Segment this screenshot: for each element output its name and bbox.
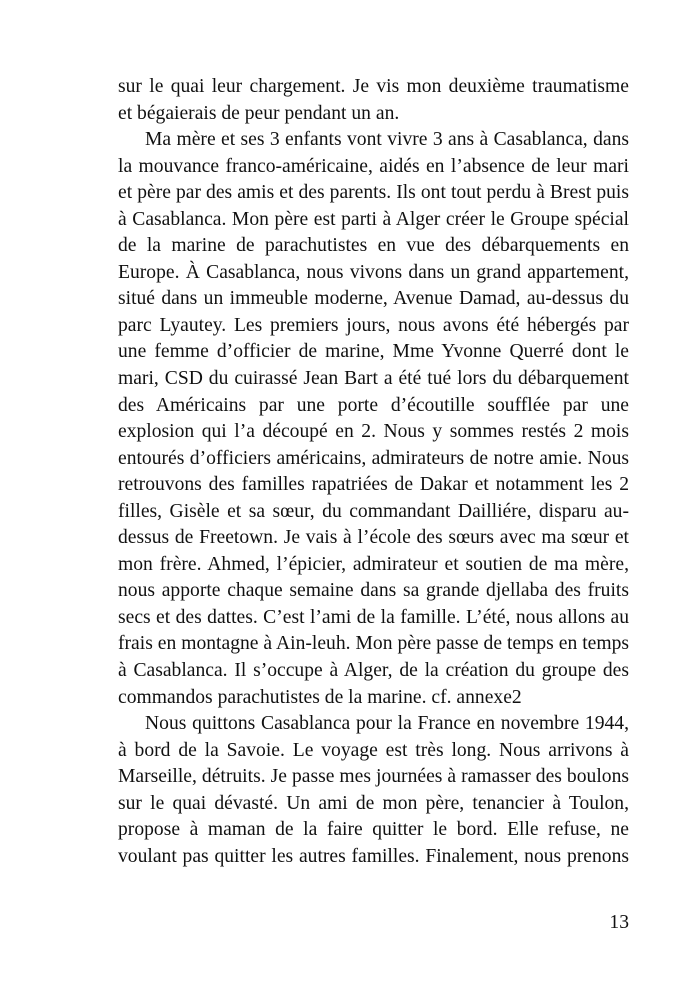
page-body xyxy=(118,74,629,870)
text-line: propose à maman de la faire quitter le bord. Elle refuse, ne xyxy=(118,819,629,841)
text-line: mari, CSD du cuirassé Jean Bart a été tué lors du débarquement xyxy=(118,368,629,390)
text-line: frais en montagne à Ain-leuh. Mon père passe de temps en temps xyxy=(118,633,629,655)
text-line: secs et des dattes. C’est l’ami de la famille. L’été, nous allons au xyxy=(118,606,629,628)
text-line: Europe. À Casablanca, nous vivons dans un grand appartement, xyxy=(118,261,629,283)
text-line: à bord de la Savoie. Le voyage est très long. Nous arrivons à xyxy=(118,739,629,761)
text-line: retrouvons des familles rapatriées de Dakar et notamment les 2 xyxy=(118,474,629,496)
text-line: Marseille, détruits. Je passe mes journées à ramasser des boulons xyxy=(118,766,629,788)
text-line: Nous quittons Casablanca pour la France en novembre 1944, xyxy=(145,713,629,735)
text-line: entourés d’officiers américains, admirateurs de notre amie. Nous xyxy=(118,447,629,469)
text-line: parc Lyautey. Les premiers jours, nous avons été hébergés par xyxy=(118,314,629,336)
paragraph-2 xyxy=(118,127,629,711)
text-line: sur le quai dévasté. Un ami de mon père, tenancier à Toulon, xyxy=(118,792,629,814)
text-line: et bégaierais de peur pendant un an. xyxy=(118,102,400,124)
text-line: des Américains par une porte d’écoutille soufflée par une xyxy=(118,394,629,416)
text-line: voulant pas quitter les autres familles. Finalement, nous prenons xyxy=(118,845,629,867)
text-line: à Casablanca. Il s’occupe à Alger, de la création du groupe des xyxy=(118,660,629,682)
text-line: Ma mère et ses 3 enfants vont vivre 3 ans à Casablanca, dans xyxy=(145,129,629,151)
text-line: nous apporte chaque semaine dans sa grande djellaba des fruits xyxy=(118,580,629,602)
paragraph-3 xyxy=(118,711,629,870)
text-line: commandos parachutistes de la marine. cf. annexe2 xyxy=(118,686,522,708)
text-line: dessus de Freetown. Je vais à l’école des sœurs avec ma sœur et xyxy=(118,527,629,549)
text-line: la mouvance franco-américaine, aidés en l’absence de leur mari xyxy=(118,155,629,177)
text-line: et père par des amis et des parents. Ils ont tout perdu à Brest puis xyxy=(118,182,629,204)
text-line: à Casablanca. Mon père est parti à Alger créer le Groupe spécial xyxy=(118,208,629,230)
text-line: de la marine de parachutistes en vue des débarquements en xyxy=(118,235,629,257)
paragraph-1 xyxy=(118,74,629,127)
text-line: explosion qui l’a découpé en 2. Nous y sommes restés 2 mois xyxy=(118,421,629,443)
text-line: mon frère. Ahmed, l’épicier, admirateur et soutien de ma mère, xyxy=(118,553,629,575)
text-line: une femme d’officier de marine, Mme Yvonne Querré dont le xyxy=(118,341,629,363)
text-line: filles, Gisèle et sa sœur, du commandant Dailliére, disparu au- xyxy=(118,500,629,522)
text-line: sur le quai leur chargement. Je vis mon deuxième traumatisme xyxy=(118,76,629,97)
page-number: 13 xyxy=(609,912,629,933)
text-line: situé dans un immeuble moderne, Avenue Damad, au-dessus du xyxy=(118,288,629,310)
